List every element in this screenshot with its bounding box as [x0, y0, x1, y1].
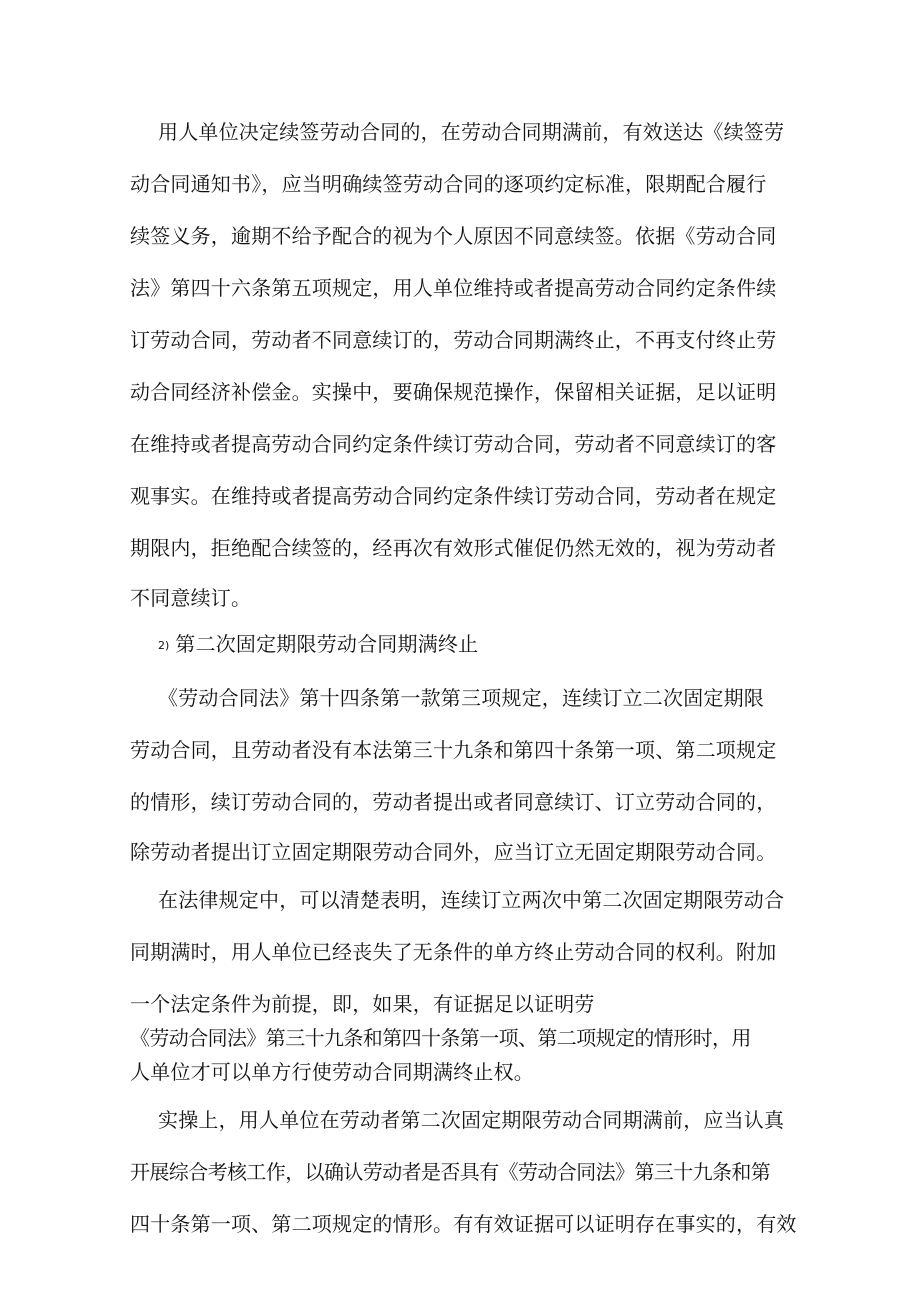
text-line: 法》第四十六条第五项规定，用人单位维持或者提高劳动合同约定条件续	[130, 276, 777, 300]
list-marker: 2)	[158, 639, 170, 652]
text-line: 除劳动者提出订立固定期限劳动合同外，应当订立无固定期限劳动合同。	[130, 840, 777, 864]
text-line: 动合同通知书》，应当明确续签劳动合同的逐项约定标准，限期配合履行	[130, 172, 767, 196]
text-line: 续签义务，逾期不给予配合的视为个人原因不同意续签。依据《劳动合同	[130, 224, 777, 248]
text-line: 人单位才可以单方行使劳动合同期满终止权。	[130, 1060, 534, 1084]
text-line: 开展综合考核工作，以确认劳动者是否具有《劳动合同法》第三十九条和第	[130, 1160, 771, 1184]
text-line: 《劳动合同法》第十四条第一款第三项规定，连续订立二次固定期限	[158, 686, 764, 710]
text-line: 动合同经济补偿金。实操中，要确保规范操作，保留相关证据，足以证明	[130, 380, 777, 404]
text-line: 订劳动合同，劳动者不同意续订的，劳动合同期满终止，不再支付终止劳	[130, 328, 777, 352]
text-line: 的情形，续订劳动合同的，劳动者提出或者同意续订、订立劳动合同的，	[130, 790, 777, 814]
text-line: 在法律规定中，可以清楚表明，连续订立两次中第二次固定期限劳动合	[158, 888, 785, 912]
text-line: 一个法定条件为前提，即，如果，有证据足以证明劳	[130, 992, 595, 1016]
text-line: 在维持或者提高劳动合同约定条件续订劳动合同，劳动者不同意续订的客	[130, 432, 777, 456]
section-heading	[158, 631, 478, 659]
text-line: 同期满时，用人单位已经丧失了无条件的单方终止劳动合同的权利。附加	[130, 940, 777, 964]
section-heading-text: 第二次固定期限劳动合同期满终止	[175, 632, 479, 656]
text-line: 不同意续订。	[130, 586, 252, 610]
text-line: 《劳动合同法》第三十九条和第四十条第一项、第二项规定的情形时，用	[130, 1026, 751, 1050]
text-line: 用人单位决定续签劳动合同的，在劳动合同期满前，有效送达《续签劳	[158, 120, 785, 144]
text-line: 四十条第一项、第二项规定的情形。有有效证据可以证明存在事实的，有效	[130, 1212, 797, 1236]
text-line: 观事实。在维持或者提高劳动合同约定条件续订劳动合同，劳动者在规定	[130, 484, 777, 508]
text-line: 期限内，拒绝配合续签的，经再次有效形式催促仍然无效的，视为劳动者	[130, 536, 777, 560]
text-line: 劳动合同，且劳动者没有本法第三十九条和第四十条第一项、第二项规定	[130, 738, 777, 762]
text-line: 实操上，用人单位在劳动者第二次固定期限劳动合同期满前，应当认真	[158, 1108, 785, 1132]
